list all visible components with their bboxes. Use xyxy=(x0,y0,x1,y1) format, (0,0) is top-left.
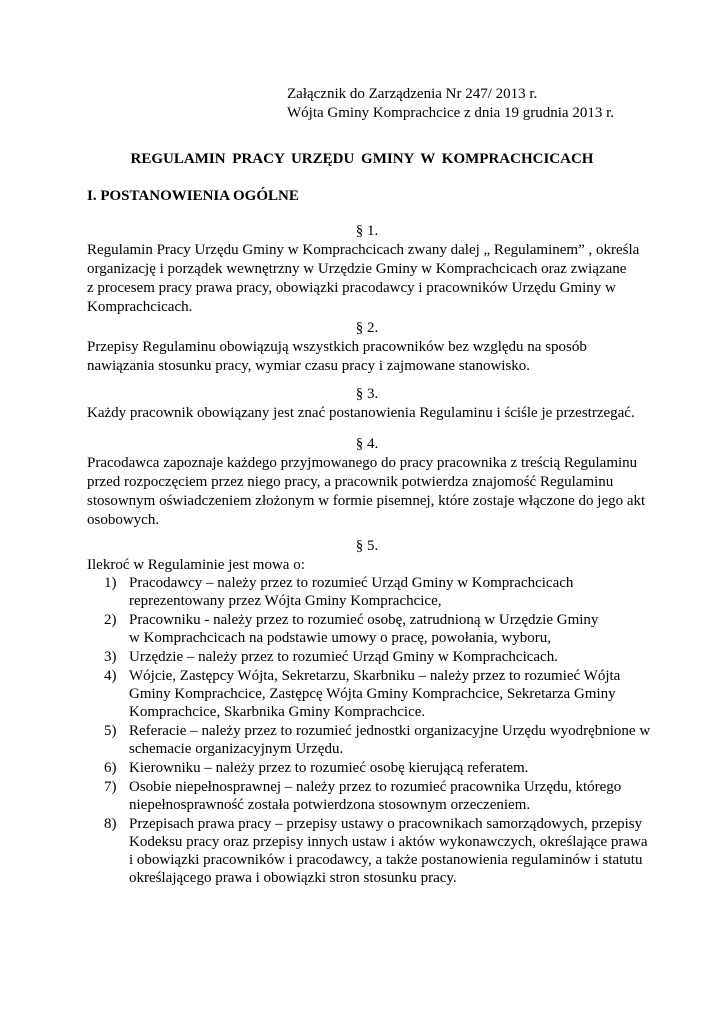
list-item-line: w Komprachcicach na podstawie umowy o pracę, powołania, wyboru, xyxy=(129,630,551,646)
section-number: § 3. xyxy=(355,386,379,402)
paragraph-line: nawiązania stosunku pracy, wymiar czasu pracy i zajmowane stanowisko. xyxy=(87,358,531,374)
definitions-list xyxy=(104,574,664,888)
section-paragraph xyxy=(87,241,647,317)
paragraph-line: stosownym oświadczeniem złożonym w formie pisemnej, które zostaje włączone do jego akt xyxy=(87,493,646,509)
section-number: § 5. xyxy=(355,538,379,554)
paragraph-line: Przepisy Regulaminu obowiązują wszystkich pracowników bez względu na sposób xyxy=(87,339,587,355)
paragraph-line: osobowych. xyxy=(87,512,160,528)
section-number: § 2. xyxy=(355,320,379,336)
list-item-number: 8) xyxy=(104,816,117,832)
list-item xyxy=(104,648,664,666)
section-2 xyxy=(87,319,647,376)
document-title: REGULAMIN PRACY URZĘDU GMINY W KOMPRACHCICACH xyxy=(130,151,594,167)
list-item-line: określającego prawa i obowiązki stron stosunku pracy. xyxy=(129,870,457,886)
list-item-line: Gminy Komprachcice, Zastępcę Wójta Gminy Komprachcice, Sekretarza Gminy xyxy=(129,686,616,702)
section-4 xyxy=(87,435,647,530)
list-item xyxy=(104,759,664,777)
list-item-line: Urzędzie – należy przez to rozumieć Urząd Gminy w Komprachcicach. xyxy=(129,649,558,665)
paragraph-line: Ilekroć w Regulaminie jest mowa o: xyxy=(87,557,305,573)
section-number: § 4. xyxy=(355,436,379,452)
list-item-line: schemacie organizacyjnym Urzędu. xyxy=(129,741,344,757)
list-item-number: 5) xyxy=(104,723,117,739)
list-item xyxy=(104,574,664,610)
list-item xyxy=(104,667,664,721)
paragraph-line: przed rozpoczęciem przez niego pracy, a pracownik potwierdza znajomość Regulaminu xyxy=(87,474,614,490)
section-paragraph xyxy=(87,454,647,530)
annex-header xyxy=(287,85,614,123)
section-number: § 1. xyxy=(355,223,379,239)
list-item-line: Wójcie, Zastępcy Wójta, Sekretarzu, Skarbniku – należy przez to rozumieć Wójta xyxy=(129,668,621,684)
list-item-number: 2) xyxy=(104,612,117,628)
list-item xyxy=(104,815,664,887)
list-item-line: reprezentowany przez Wójta Gminy Komprachcice, xyxy=(129,593,442,609)
section-paragraph xyxy=(87,338,647,376)
paragraph-line: z procesem pracy prawa pracy, obowiązki pracodawcy i pracowników Urzędu Gminy w xyxy=(87,280,616,296)
list-item-line: i obowiązki pracowników i pracodawcy, a także postanowienia regulaminów i statutu xyxy=(129,852,643,868)
list-item-number: 1) xyxy=(104,575,117,591)
annex-line: Wójta Gminy Komprachcice z dnia 19 grudnia 2013 r. xyxy=(287,105,614,121)
paragraph-line: Komprachcicach. xyxy=(87,299,193,315)
list-item-line: Referacie – należy przez to rozumieć jednostki organizacyjne Urzędu wyodrębnione w xyxy=(129,723,651,739)
list-item-line: Komprachcice, Skarbnika Gminy Komprachcice. xyxy=(129,704,426,720)
list-item-number: 3) xyxy=(104,649,117,665)
section-paragraph xyxy=(87,404,647,423)
section-1 xyxy=(87,222,647,317)
list-item-line: Kierowniku – należy przez to rozumieć osobę kierującą referatem. xyxy=(129,760,529,776)
section-5 xyxy=(87,537,647,575)
list-item-number: 4) xyxy=(104,668,117,684)
annex-line: Załącznik do Zarządzenia Nr 247/ 2013 r. xyxy=(287,86,538,102)
paragraph-line: Każdy pracownik obowiązany jest znać postanowienia Regulaminu i ściśle je przestrzegać. xyxy=(87,405,635,421)
list-item-line: Pracodawcy – należy przez to rozumieć Urząd Gminy w Komprachcicach xyxy=(129,575,574,591)
section-paragraph xyxy=(87,556,647,575)
list-item xyxy=(104,778,664,814)
paragraph-line: organizację i porządek wewnętrzny w Urzędzie Gminy w Komprachcicach oraz związane xyxy=(87,261,627,277)
chapter-heading: I. POSTANOWIENIA OGÓLNE xyxy=(87,188,299,204)
section-3 xyxy=(87,385,647,423)
list-item-line: niepełnosprawność została potwierdzona stosownym orzeczeniem. xyxy=(129,797,531,813)
list-item-line: Kodeksu pracy oraz przepisy innych ustaw i aktów wykonawczych, określające prawa xyxy=(129,834,648,850)
paragraph-line: Pracodawca zapoznaje każdego przyjmowanego do pracy pracownika z treścią Regulaminu xyxy=(87,455,638,471)
list-item-number: 7) xyxy=(104,779,117,795)
list-item xyxy=(104,722,664,758)
list-item-line: Przepisach prawa pracy – przepisy ustawy o pracownikach samorządowych, przepisy xyxy=(129,816,643,832)
paragraph-line: Regulamin Pracy Urzędu Gminy w Komprachcicach zwany dalej „ Regulaminem” , określa xyxy=(87,242,640,258)
list-item-line: Osobie niepełnosprawnej – należy przez to rozumieć pracownika Urzędu, którego xyxy=(129,779,622,795)
list-item-line: Pracowniku - należy przez to rozumieć osobę, zatrudnioną w Urzędzie Gminy xyxy=(129,612,599,628)
list-item xyxy=(104,611,664,647)
list-item-number: 6) xyxy=(104,760,117,776)
